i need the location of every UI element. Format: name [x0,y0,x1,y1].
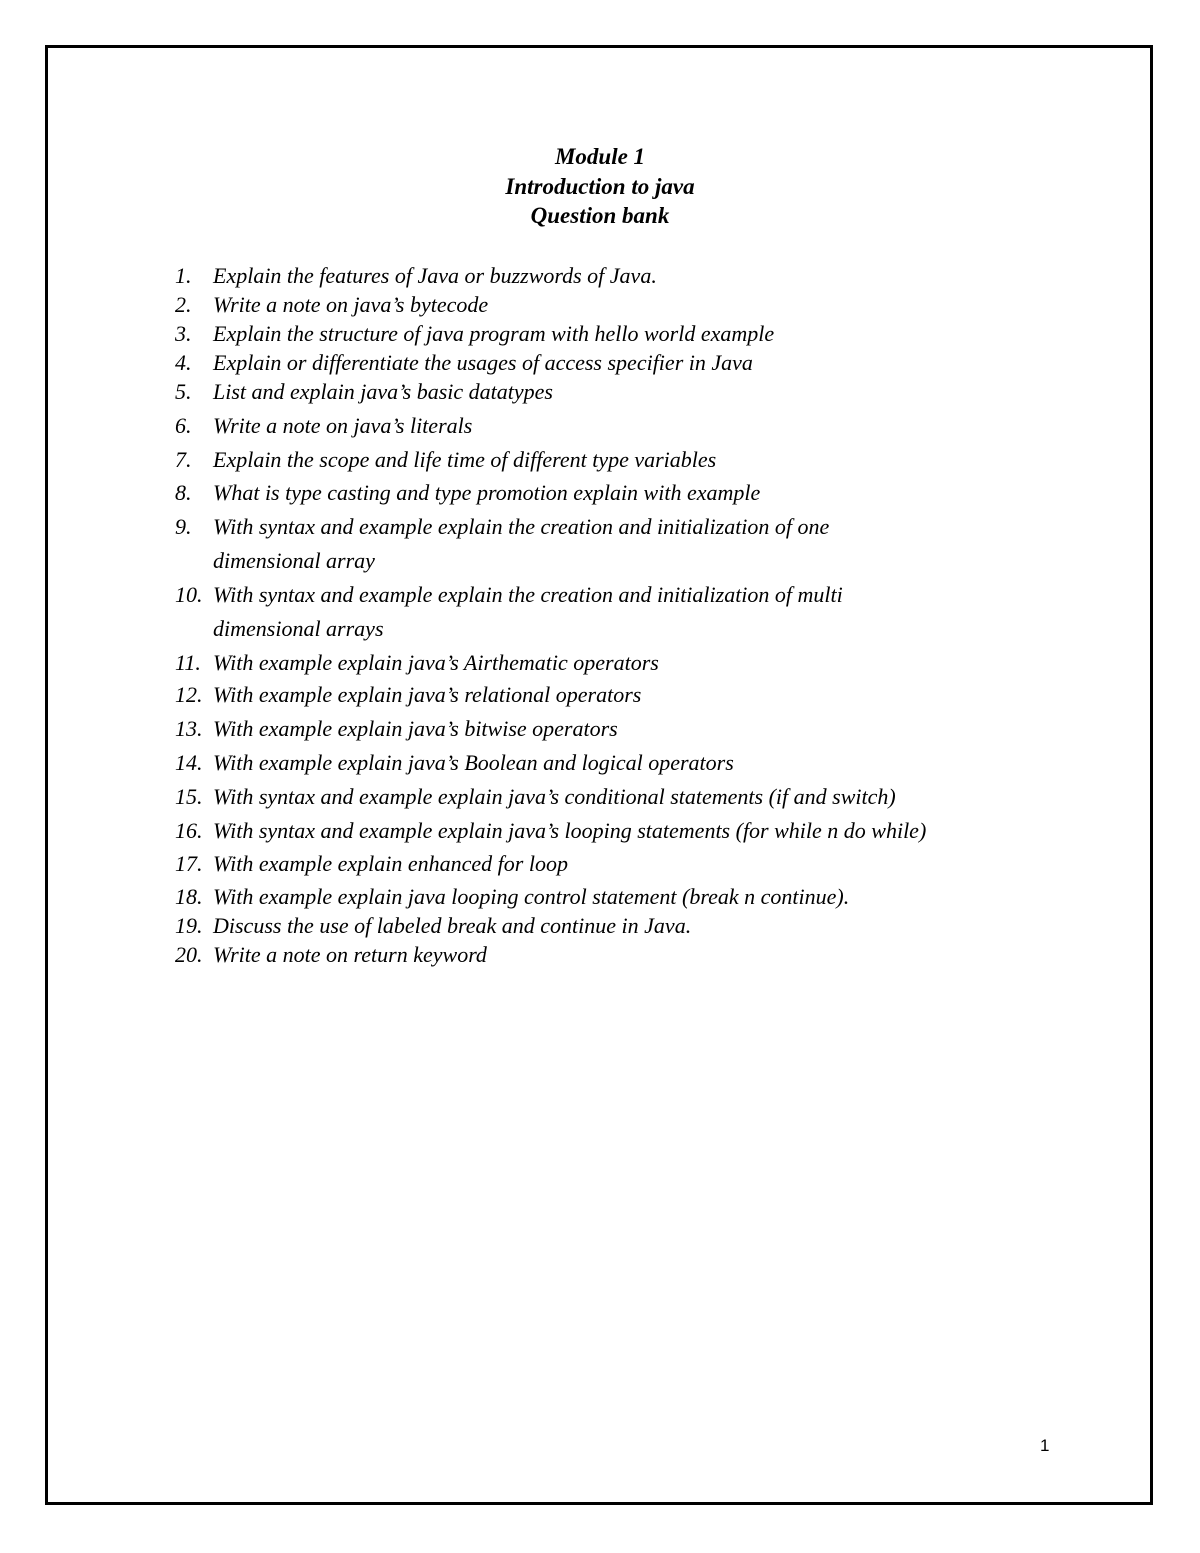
question-text: With example explain enhanced for loop [213,851,568,876]
question-number: 13. [175,716,203,741]
question-item [175,512,1075,541]
document-title: Introduction to java [505,173,695,199]
question-item [175,748,1075,777]
question-item [175,849,1075,878]
question-text: With syntax and example explain java’s conditional statements (if and switch) [213,784,896,809]
question-number: 7. [175,447,192,472]
question-number: 15. [175,784,203,809]
question-text: Write a note on java’s bytecode [213,292,489,317]
question-number: 16. [175,818,203,843]
module-heading: Module 1 [554,144,646,169]
question-text-continuation: dimensional array [213,548,375,573]
question-number: 5. [175,379,192,404]
question-text: With example explain java looping control statement (break n continue). [213,884,850,909]
question-item [175,911,1075,940]
question-text: With syntax and example explain java’s looping statements (for while n do while) [213,818,927,843]
question-item [175,648,1075,677]
question-item [175,261,1075,290]
question-number: 1. [175,263,192,288]
question-item [175,445,1075,474]
question-text: Explain the structure of java program with hello world example [213,321,775,346]
question-number: 19. [175,913,203,938]
question-number: 10. [175,582,203,607]
question-item-continuation [175,546,1075,575]
question-text: What is type casting and type promotion explain with example [213,480,761,505]
question-text: With syntax and example explain the creation and initialization of one [213,514,830,539]
question-text: Discuss the use of labeled break and continue in Java. [213,913,692,938]
question-number: 9. [175,514,192,539]
page-number: 1 [1040,1436,1050,1455]
question-item [175,580,1075,609]
question-number: 8. [175,480,192,505]
question-item [175,680,1075,709]
document-subtitle: Question bank [530,203,670,228]
question-text: Explain the scope and life time of different type variables [213,447,717,472]
question-text: Explain or differentiate the usages of access specifier in Java [213,350,753,375]
question-item [175,478,1075,507]
question-text: With syntax and example explain the creation and initialization of multi [213,582,843,607]
question-item [175,348,1075,377]
question-number: 14. [175,750,203,775]
question-number: 12. [175,682,203,707]
question-number: 3. [175,321,192,346]
question-number: 17. [175,851,203,876]
question-item [175,714,1075,743]
question-text: Write a note on return keyword [213,942,487,967]
question-number: 11. [175,650,201,675]
question-number: 18. [175,884,203,909]
question-item [175,816,1075,845]
question-text-continuation: dimensional arrays [213,616,384,641]
question-text: List and explain java’s basic datatypes [213,379,553,404]
document-header [0,142,1200,231]
question-item [175,940,1075,969]
question-number: 4. [175,350,192,375]
question-number: 20. [175,942,203,967]
question-item-continuation [175,614,1075,643]
question-number: 2. [175,292,192,317]
question-item [175,411,1075,440]
question-text: With example explain java’s bitwise operators [213,716,618,741]
question-text: Write a note on java’s literals [213,413,473,438]
question-item [175,377,1075,406]
question-item [175,782,1075,811]
question-text: With example explain java’s Boolean and logical operators [213,750,734,775]
question-item [175,290,1075,319]
question-text: With example explain java’s Airthematic operators [213,650,659,675]
question-number: 6. [175,413,192,438]
question-text: With example explain java’s relational operators [213,682,642,707]
question-text: Explain the features of Java or buzzwords of Java. [213,263,657,288]
question-item [175,319,1075,348]
question-item [175,882,1075,911]
